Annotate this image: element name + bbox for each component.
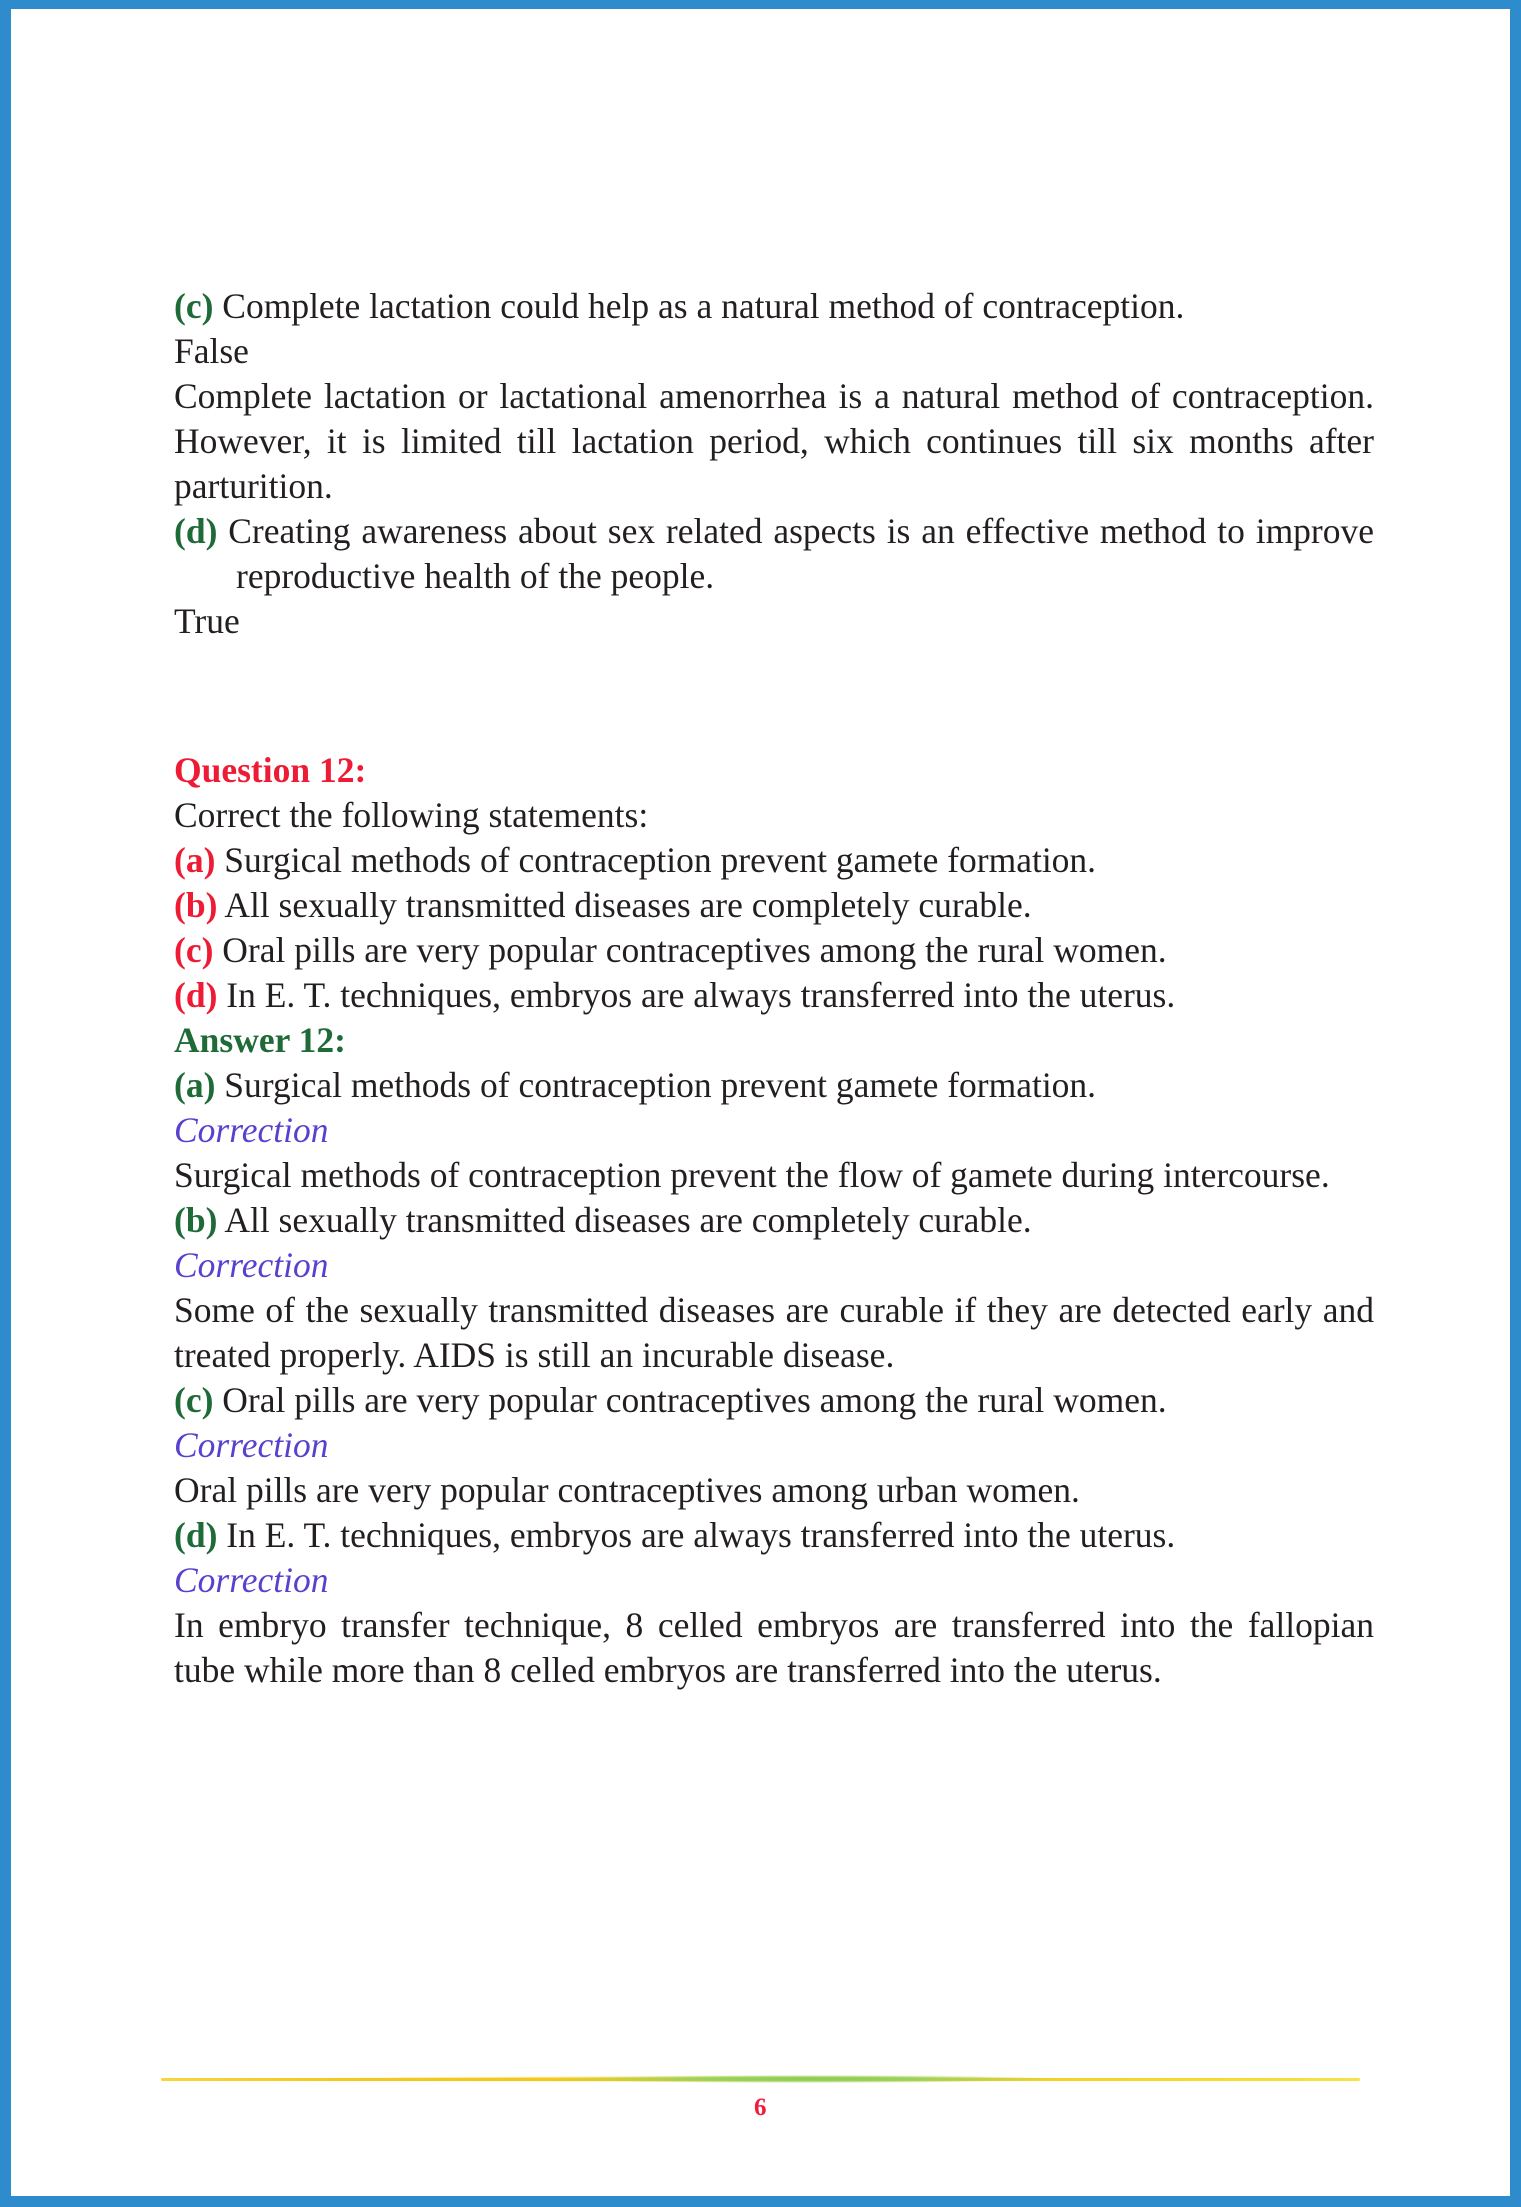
answer-item-d-text: Creating awareness about sex related aspects is an effective method to improve reproductive health of the people. — [228, 511, 1375, 596]
question-item-c — [174, 928, 1374, 973]
answer-item-d-verdict: True — [174, 601, 240, 641]
answer-12-item-a-statement: Surgical methods of contraception prevent gamete formation. — [224, 1065, 1097, 1105]
question-item-c-label: (c) — [174, 930, 214, 970]
answer-item-c — [174, 284, 1374, 329]
question-heading: Question 12: — [174, 750, 367, 790]
section-spacer — [174, 644, 1374, 748]
correction-label-a: Correction — [174, 1110, 329, 1150]
answer-12-item-d — [174, 1513, 1374, 1558]
correction-label-c: Correction — [174, 1425, 329, 1465]
answer-item-c-explanation: Complete lactation or lactational amenorrhea is a natural method of contraception. However, it is limited till lactation period, which continues till six months after parturition. — [174, 376, 1374, 506]
answer-heading: Answer 12: — [174, 1020, 346, 1060]
question-item-a — [174, 838, 1374, 883]
footer-divider — [161, 2072, 1360, 2086]
answer-12-item-d-statement: In E. T. techniques, embryos are always transferred into the uterus. — [226, 1515, 1176, 1555]
question-item-d-label: (d) — [174, 975, 218, 1015]
correction-text-d: In embryo transfer technique, 8 celled embryos are transferred into the fallopian tube while more than 8 celled embryos are transferred into the uterus. — [174, 1605, 1374, 1690]
correction-text-b: Some of the sexually transmitted diseases are curable if they are detected early and treated properly. AIDS is still an incurable disease. — [174, 1290, 1374, 1375]
answer-12-item-c-label: (c) — [174, 1380, 214, 1420]
answer-12-item-c-statement: Oral pills are very popular contraceptives among the rural women. — [222, 1380, 1167, 1420]
answer-12-item-a — [174, 1063, 1374, 1108]
answer-12-item-b-statement: All sexually transmitted diseases are completely curable. — [224, 1200, 1032, 1240]
answer-12-item-a-label: (a) — [174, 1065, 216, 1105]
question-item-b-text: All sexually transmitted diseases are completely curable. — [224, 885, 1032, 925]
page-content — [174, 284, 1374, 1693]
answer-12-item-b-label: (b) — [174, 1200, 218, 1240]
question-item-a-text: Surgical methods of contraception prevent gamete formation. — [224, 840, 1097, 880]
page-canvas — [11, 9, 1510, 2196]
answer-item-d — [174, 509, 1374, 599]
answer-item-c-verdict: False — [174, 331, 249, 371]
question-item-b — [174, 883, 1374, 928]
answer-item-c-label: (c) — [174, 286, 214, 326]
correction-text-c: Oral pills are very popular contraceptives among urban women. — [174, 1470, 1080, 1510]
answer-item-d-label: (d) — [174, 511, 218, 551]
question-prompt: Correct the following statements: — [174, 795, 649, 835]
question-item-d-text: In E. T. techniques, embryos are always transferred into the uterus. — [226, 975, 1176, 1015]
question-item-d — [174, 973, 1374, 1018]
page-footer — [11, 2040, 1510, 2150]
question-item-a-label: (a) — [174, 840, 216, 880]
answer-item-c-text: Complete lactation could help as a natural method of contraception. — [222, 286, 1185, 326]
answer-12-item-c — [174, 1378, 1374, 1423]
question-item-c-text: Oral pills are very popular contraceptives among the rural women. — [222, 930, 1167, 970]
correction-text-a: Surgical methods of contraception prevent the flow of gamete during intercourse. — [174, 1155, 1330, 1195]
question-item-b-label: (b) — [174, 885, 218, 925]
page-number: 6 — [754, 2094, 767, 2121]
footer-divider-green-glow — [557, 2075, 1061, 2083]
answer-12-item-d-label: (d) — [174, 1515, 218, 1555]
correction-label-d: Correction — [174, 1560, 329, 1600]
answer-12-item-b — [174, 1198, 1374, 1243]
correction-label-b: Correction — [174, 1245, 329, 1285]
